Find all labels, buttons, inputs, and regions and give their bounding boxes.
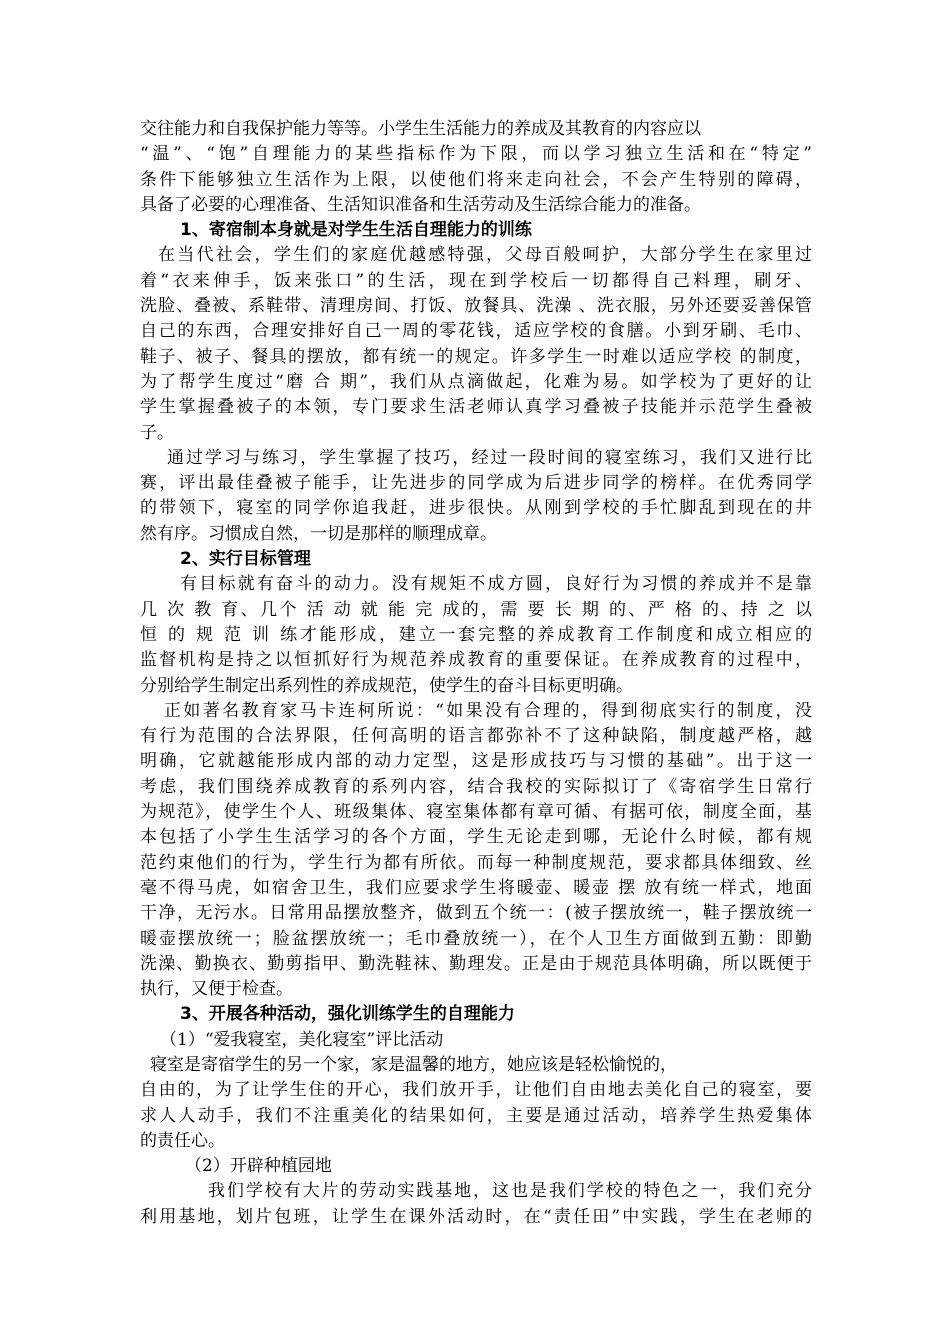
text-line: （1）“爱我寝室，美化寝室”评比活动 — [160, 1029, 444, 1050]
text-line: 洗脸、叠被、系鞋带、清理房间、打饭、放餐具、洗澡 、洗衣服，另外还要妥善保管 — [140, 296, 812, 317]
text-line: 利用基地，划片包班，让学生在课外活动时，在“责任田”中实践，学生在老师的 — [140, 1206, 812, 1227]
text-line: 正如著名教育家马卡连柯所说：“如果没有合理的，得到彻底实行的制度，没 — [164, 700, 812, 721]
text-line: 我们学校有大片的劳动实践基地，这也是我们学校的特色之一，我们充分 — [208, 1181, 812, 1202]
text-line: 自由的，为了让学生住的开心，我们放开手，让他们自由地去美化自己的寝室，要 — [140, 1080, 812, 1101]
text-line: 寝室是寄宿学生的另一个家，家是温馨的地方，她应该是轻松愉悦的， — [150, 1054, 677, 1075]
text-line: （2）开辟种植园地 — [185, 1156, 332, 1177]
text-line: 本包括了小学生生活学习的各个方面，学生无论走到哪，无论什么时候，都有规 — [140, 827, 812, 848]
text-line: 恒 的 规 范 训 练才能形成，建立一套完整的养成教育工作制度和成立相应的 — [140, 624, 812, 645]
text-line: 毫不得马虎，如宿舍卫生，我们应要求学生将暖壶、暖壶 摆 放有统一样式，地面 — [140, 877, 812, 898]
text-line: 鞋子、被子、餐具的摆放，都有统一的规定。许多学生一时难以适应学校 的制度， — [140, 346, 812, 367]
text-line: 为了帮学生度过“磨 合 期”，我们从点滴做起，化难为易。如学校为了更好的让 — [140, 371, 812, 392]
text-line: 求人人动手，我们不注重美化的结果如何，主要是通过活动，培养学生热爱集体 — [140, 1105, 812, 1126]
text-line: 通过学习与练习，学生掌握了技巧，经过一段时间的寝室练习，我们又进行比 — [167, 447, 812, 468]
document-page — [140, 117, 812, 1230]
section-heading: 2、实行目标管理 — [180, 549, 311, 570]
text-line: “温”、“饱”自理能力的某些指标作为下限，而以学习独立生活和在“特定” — [140, 144, 812, 165]
text-line: 自己的东西，合理安排好自己一周的零花钱，适应学校的食膳。小到牙刷、毛巾、 — [140, 321, 812, 342]
text-line: 监督机构是持之以恒抓好行为规范养成教育的重要保证。在养成教育的过程中， — [140, 650, 812, 671]
text-line: 考虑，我们围绕养成教育的系列内容，结合我校的实际拟订了《寄宿学生日常行 — [140, 776, 812, 797]
text-line: 有行为范围的合法界限，任何高明的语言都弥补不了这种缺陷，制度越严格，越 — [140, 726, 812, 747]
section-heading: 3、开展各种活动，强化训练学生的自理能力 — [180, 1004, 515, 1025]
text-line: 的带领下，寝室的同学你追我赶，进步很快。从刚到学校的手忙脚乱到现在的井 — [140, 498, 812, 519]
text-line: 的责任心。 — [140, 1130, 225, 1151]
text-line: 分别给学生制定出系列性的养成规范，使学生的奋斗目标更明确。 — [140, 675, 633, 696]
text-line: 在当代社会，学生们的家庭优越感特强，父母百般呵护，大部分学生在家里过 — [158, 245, 812, 266]
text-line: 着“衣来伸手，饭来张口”的生活，现在到学校后一切都得自己料理，刷牙、 — [140, 270, 812, 291]
text-line: 然有序。习惯成自然，一切是那样的顺理成章。 — [140, 523, 497, 544]
text-line: 赛，评出最佳叠被子能手，让先进步的同学成为后进步同学的榜样。在优秀同学 — [140, 473, 812, 494]
text-line: 洗澡、勤换衣、勤剪指甲、勤洗鞋袜、勤理发。正是由于规范具体明确，所以既便于 — [140, 953, 812, 974]
text-line: 具备了必要的心理准备、生活知识准备和生活劳动及生活综合能力的准备。 — [140, 194, 701, 215]
section-heading: 1、寄宿制本身就是对学生生活自理能力的训练 — [180, 220, 532, 241]
text-line: 几 次 教 育、几个 活 动 就 能 完 成的，需 要 长 期 的、严 格 的、持 之 以 — [140, 599, 812, 620]
text-line: 有目标就有奋斗的动力。没有规矩不成方圆，良好行为习惯的养成并不是靠 — [180, 574, 812, 595]
text-line: 明确，它就越能形成内部的动力定型，这是形成技巧与习惯的基础”。出于这一 — [140, 751, 812, 772]
text-line: 交往能力和自我保护能力等等。小学生生活能力的养成及其教育的内容应以 — [140, 119, 701, 139]
text-line: 为规范》，使学生个人、班级集体、寝室集体都有章可循、有据可依，制度全面，基 — [140, 802, 812, 823]
text-line: 暖壶摆放统一；脸盆摆放统一；毛巾叠放统一），在个人卫生方面做到五勤：即勤 — [140, 928, 812, 949]
text-line: 范约束他们的行为，学生行为都有所依。而每一种制度规范，要求都具体细致、丝 — [140, 852, 812, 873]
text-line: 干净，无污水。日常用品摆放整齐，做到五个统一：(被子摆放统一，鞋子摆放统一 — [140, 903, 812, 924]
text-line: 条件下能够独立生活作为上限，以使他们将来走向社会，不会产生特别的障碍， — [140, 169, 812, 190]
text-line: 子。 — [140, 422, 174, 443]
text-line: 学生掌握叠被子的本领，专门要求生活老师认真学习叠被子技能并示范学生叠被 — [140, 397, 812, 418]
text-line: 执行，又便于检查。 — [140, 979, 293, 1000]
